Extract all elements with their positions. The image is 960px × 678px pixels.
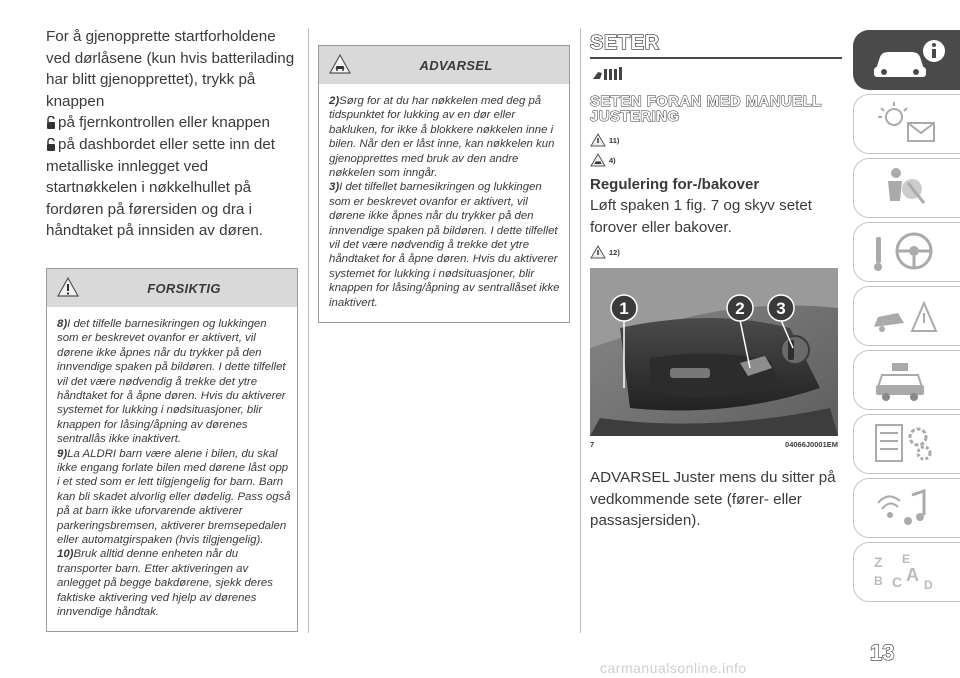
multimedia-icon bbox=[868, 483, 948, 533]
warning-item: 2)Sørg for at du har nøkkelen med deg på tidspunktet for lukking av en dør eller bakluken, for ikke å blokkere nøkkelen inne i bilen. Når den er låst inne, kan nøkkelen kun gjenopprettes med bruk av den andre nøkkelen som inngår. bbox=[329, 95, 555, 180]
caution-title: FORSIKTIG bbox=[147, 280, 221, 296]
caution-item: 10)Bruk alltid denne enheten når du transporter barn. Etter aktiveringen av anlegget på begge bakdørene, sjekk deres faktiske aktivering ved hjelp av dørenes innvendige håndtak. bbox=[57, 548, 273, 619]
airbag-safety-icon bbox=[868, 163, 948, 213]
figure-caption bbox=[590, 440, 838, 449]
svg-text:3: 3 bbox=[776, 299, 786, 319]
column-divider bbox=[308, 28, 309, 633]
unlock-dashboard-icon bbox=[46, 138, 56, 151]
index-icon bbox=[868, 547, 948, 597]
reference-marker: 4) bbox=[590, 150, 842, 170]
svg-text:D: D bbox=[924, 578, 933, 592]
tab-car-info[interactable] bbox=[853, 30, 960, 90]
svg-text:E: E bbox=[902, 552, 911, 566]
caution-header bbox=[47, 269, 297, 307]
intro-text-2: på fjernkontrollen eller knappen bbox=[58, 114, 270, 132]
figure-number: 7 bbox=[590, 440, 595, 450]
intro-text-3: på dashbordet eller sette inn det metalliske innlegget ved startnøkkelen i nøkkelhullet på fordøren på førersiden og dra i håndtaket på innsiden av døren. bbox=[46, 135, 275, 240]
svg-text:C: C bbox=[892, 574, 903, 590]
svg-text:A: A bbox=[906, 565, 919, 585]
warning-box bbox=[318, 45, 570, 323]
column-divider bbox=[580, 28, 581, 633]
unlock-key-icon bbox=[46, 116, 56, 129]
caution-item: 8)I det tilfelle barnesikringen og lukkingen som er beskrevet ovanfor er aktivert, vil dørene ikke åpnes når du trykker på den innvendige spaken på bildøren. I dette tilfellet vil det være nødvendig å trekke det ytre håndtaket for å åpne døren. Hvis du aktiverer systemet for lukking i nødsituasjoner, blir knappen for låsing/åpning av dørenes sentrallås ikke inaktivert. bbox=[57, 317, 286, 446]
caution-body bbox=[47, 307, 297, 632]
warning-title: ADVARSEL bbox=[419, 58, 493, 73]
callout-3 bbox=[768, 295, 794, 321]
warning-lights-icon bbox=[868, 99, 948, 149]
warning-item: 3)I det tilfellet barnesikringen og lukkingen som er beskrevet ovanfor er aktivert, vil dørene ikke åpnes når du trykker på den innvendige spaken på bildøren. I dette tilfellet vil det være nødvendig å trekke det ytre håndtaket for å åpne døren. Hvis du aktiverer systemet for lukking i nødsituasjoner, blir knappen for låsing/åpning av sentrallåset ikke inaktivert. bbox=[329, 181, 560, 309]
callout-2 bbox=[727, 295, 753, 321]
tab-index[interactable] bbox=[853, 542, 960, 602]
heading-adjustment: Regulering for-/bakover bbox=[590, 176, 760, 193]
footer-watermark: carmanualsonline.info bbox=[600, 660, 747, 676]
subsection-title: SETEN FORAN MED MANUELL JUSTERING bbox=[590, 93, 822, 125]
reference-marker: 11) bbox=[590, 130, 842, 150]
seat-icon bbox=[590, 65, 624, 83]
warning-small-icon bbox=[590, 133, 606, 147]
column-left bbox=[46, 0, 298, 632]
tab-maintenance[interactable] bbox=[853, 350, 960, 410]
reference-marker: 12) bbox=[590, 242, 842, 262]
figure-code: 04066J0001EM bbox=[785, 440, 838, 450]
column-right bbox=[590, 0, 842, 532]
chapter-sidebar bbox=[853, 30, 960, 606]
svg-text:Z: Z bbox=[874, 554, 883, 570]
intro-text-1: For å gjenopprette startforholdene ved dørlåsene (kun hvis batterilading har blitt gjenopprettet), trykk på knappen bbox=[46, 28, 295, 110]
seat-figure bbox=[590, 268, 838, 436]
car-warning-small-icon bbox=[590, 153, 606, 167]
tab-warning-lights[interactable] bbox=[853, 94, 960, 154]
column-middle bbox=[318, 0, 570, 323]
warning-header bbox=[319, 46, 569, 84]
caution-box bbox=[46, 268, 298, 633]
tab-multimedia[interactable] bbox=[853, 478, 960, 538]
page-number: 13 bbox=[870, 640, 895, 665]
callout-1 bbox=[611, 295, 637, 321]
seat-adjustment-photo bbox=[590, 268, 838, 436]
settings-list-icon bbox=[868, 419, 948, 469]
paragraph-adjustment: Løft spaken 1 fig. 7 og skyv setet forover eller bakover. bbox=[590, 197, 813, 236]
intro-paragraph bbox=[46, 0, 298, 242]
tab-safety[interactable] bbox=[853, 158, 960, 218]
section-title: SETER bbox=[590, 32, 660, 54]
tab-emergency[interactable] bbox=[853, 286, 960, 346]
paragraph-warning: ADVARSEL Juster mens du sitter på vedkommende sete (fører- eller passasjersiden). bbox=[590, 469, 836, 530]
accident-icon bbox=[868, 291, 948, 341]
steering-key-icon bbox=[868, 227, 948, 277]
service-car-icon bbox=[868, 355, 948, 405]
warning-body bbox=[319, 84, 569, 322]
svg-text:2: 2 bbox=[735, 299, 745, 319]
warning-small-icon bbox=[590, 245, 606, 259]
section-title-rule bbox=[590, 32, 842, 59]
caution-item: 9)La ALDRI barn være alene i bilen, du skal ikke engang forlate bilen med dørene låst opp i et sted som er lett tilgjengelig for barn. Barn kan bli skadet alvorlig eller dødelig. Pass også på at barn ikke uforvarende aktiverer parkeringsbremsen, aktiverer bremsepedalen eller automatgirspaken (hvis tilgjengelig). bbox=[57, 447, 291, 547]
svg-text:1: 1 bbox=[619, 299, 629, 319]
svg-text:B: B bbox=[874, 574, 883, 588]
car-info-icon bbox=[868, 35, 948, 85]
tab-starting-driving[interactable] bbox=[853, 222, 960, 282]
tab-technical-data[interactable] bbox=[853, 414, 960, 474]
